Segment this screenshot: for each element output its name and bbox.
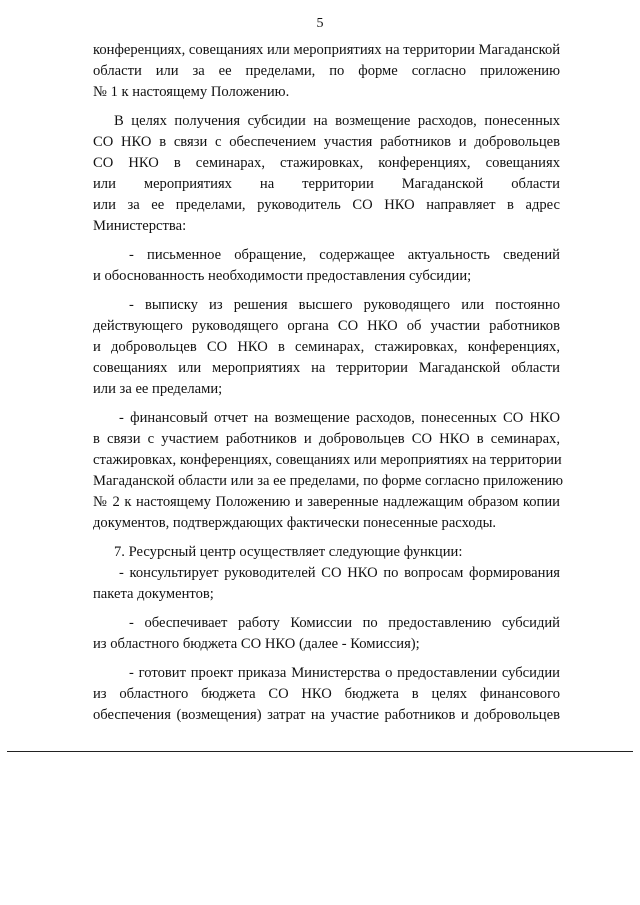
text-line: обеспечения (возмещения) затрат на участие работников и добровольцев — [93, 707, 560, 723]
text-line: действующего руководящего органа СО НКО об участии работников — [93, 318, 560, 334]
paragraph-section-7 — [93, 542, 560, 563]
text-line: № 2 к настоящему Положению и заверенные надлежащим образом копии — [93, 494, 560, 510]
text-line: или за ее пределами, руководитель СО НКО направляет в адрес — [93, 197, 560, 213]
text-line: и добровольцев СО НКО в семинарах, стажировках, конференциях, — [93, 339, 560, 355]
text-line: или мероприятиях на территории Магаданской области — [93, 176, 560, 192]
text-line: или за ее пределами; — [93, 381, 223, 397]
text-line: конференциях, совещаниях или мероприятиях на территории Магаданской — [93, 42, 561, 58]
text-line: из областного бюджета СО НКО бюджета в целях финансового — [93, 686, 560, 702]
text-line: В целях получения субсидии на возмещение расходов, понесенных — [114, 113, 560, 129]
paragraph-function-commission — [93, 613, 560, 655]
paragraph-item-report — [93, 408, 564, 534]
paragraph-item-letter — [93, 245, 560, 287]
text-line: и обоснованность необходимости предоставления субсидии; — [93, 268, 472, 284]
text-line: 7. Ресурсный центр осуществляет следующие функции: — [114, 544, 463, 560]
paragraph-function-consult — [93, 563, 560, 605]
text-line: документов, подтверждающих фактически понесенные расходы. — [93, 515, 497, 531]
page-number: 5 — [316, 16, 324, 31]
text-line: - обеспечивает работу Комиссии по предоставлению субсидий — [129, 615, 560, 631]
text-line: - готовит проект приказа Министерства о предоставлении субсидии — [129, 665, 560, 681]
text-line: - письменное обращение, содержащее актуальность сведений — [129, 247, 560, 263]
text-line: - консультирует руководителей СО НКО по вопросам формирования — [119, 565, 560, 581]
text-line: Магаданской области или за ее пределами, по форме согласно приложению — [93, 473, 564, 489]
text-line: - выписку из решения высшего руководящего или постоянно — [129, 297, 560, 313]
paragraph-subsidy-request — [93, 111, 560, 237]
text-line: Министерства: — [93, 218, 187, 234]
text-line: - финансовый отчет на возмещение расходов, понесенных СО НКО — [119, 410, 560, 426]
text-line: СО НКО в семинарах, стажировках, конференциях, совещаниях — [93, 155, 560, 171]
footer-divider — [7, 751, 633, 752]
text-line: в связи с участием работников и добровольцев СО НКО в семинарах, — [93, 431, 560, 447]
text-line: № 1 к настоящему Положению. — [93, 84, 290, 100]
text-line: совещаниях или мероприятиях на территории Магаданской области — [93, 360, 560, 376]
text-line: СО НКО в связи с обеспечением участия работников и добровольцев — [93, 134, 560, 150]
text-line: области или за ее пределами, по форме согласно приложению — [93, 63, 560, 79]
text-line: из областного бюджета СО НКО (далее - Комиссия); — [93, 636, 420, 652]
document-body — [93, 40, 564, 726]
paragraph-intro-continuation — [93, 40, 560, 103]
paragraph-function-order — [93, 663, 560, 726]
text-line: стажировках, конференциях, совещаниях или мероприятиях на территории — [93, 452, 562, 468]
paragraph-item-extract — [93, 295, 560, 400]
text-line: пакета документов; — [93, 586, 214, 602]
